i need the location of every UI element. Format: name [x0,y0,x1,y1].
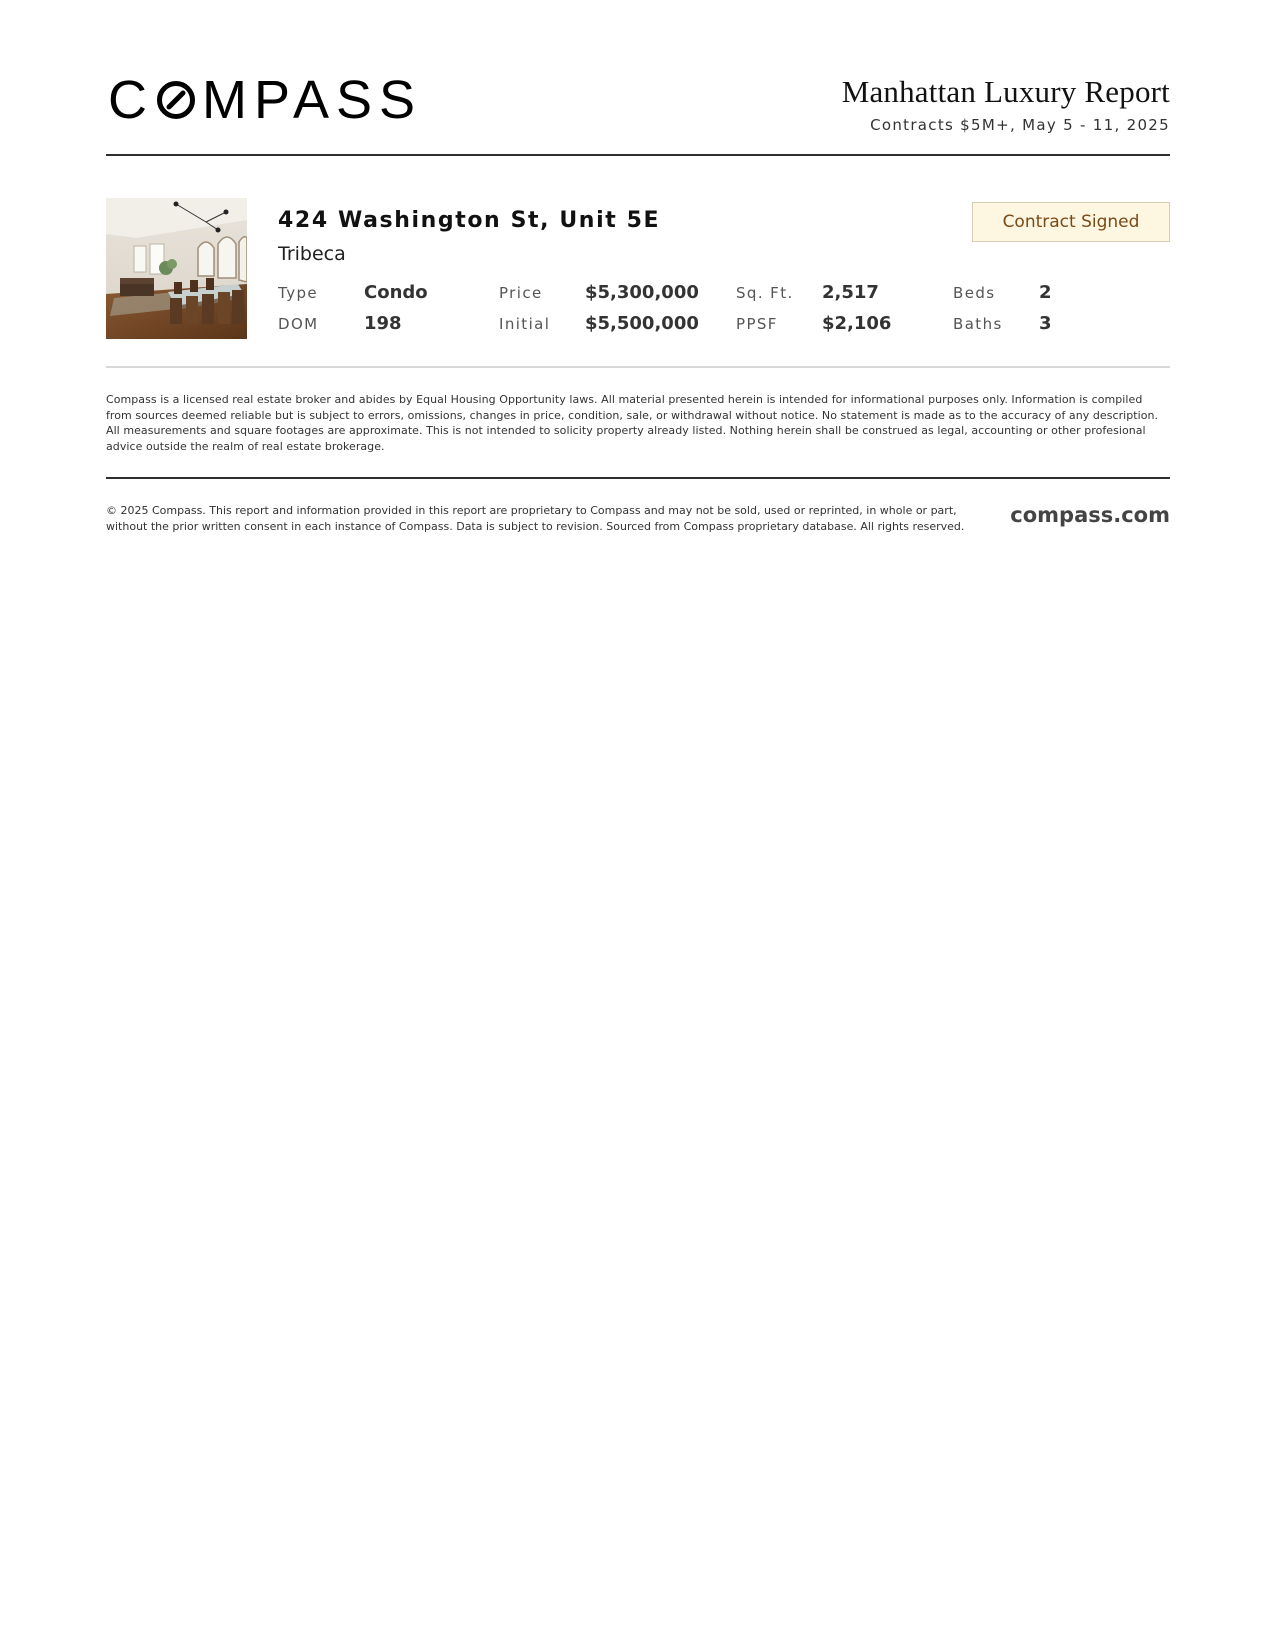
logo-letters-mpass: MPASS [202,70,423,130]
listing-divider [106,366,1170,368]
compass-logo [108,70,423,130]
initial-label: Initial [499,315,551,333]
listing-address: 424 Washington St, Unit 5E [278,208,661,233]
legal-disclaimer: Compass is a licensed real estate broker and abides by Equal Housing Opportunity laws. All material presented herein is intended for informational purposes only. Information is compiled from sources deemed reliable but is subject to errors, omissions, changes in price, condition, sale, or withdrawal without notice. No statement is made as to the accuracy of any description. All measurements and square footages are approximate. This is not intended to solicity property already listed. Nothing herein shall be construed as legal, accounting or other profesional advice outside the realm of real estate brokerage. [106,393,1159,453]
dom-value: 198 [364,313,402,334]
report-header [106,70,1170,156]
listing-card [106,198,1170,340]
baths-label: Baths [953,315,1003,333]
price-label: Price [499,284,543,302]
initial-value: $5,500,000 [585,313,699,334]
apartment-interior-photo-icon [106,198,247,339]
beds-label: Beds [953,284,996,302]
type-label: Type [278,284,319,302]
listing-photo [106,198,247,339]
copyright-notice: © 2025 Compass. This report and information provided in this report are proprietary to Compass and may not be sold, used or reprinted, in whole or part, without the prior written consent in each instance of Compass. Data is subject to revision. Sourced from Compass proprietary database. All rights reserved. [106,504,965,533]
footer-divider [106,477,1170,479]
price-value: $5,300,000 [585,282,699,303]
dom-label: DOM [278,315,319,333]
listing-neighborhood: Tribeca [278,243,346,265]
beds-value: 2 [1039,282,1052,303]
compass-needle-icon [156,80,196,120]
ppsf-value: $2,106 [822,313,892,334]
ppsf-label: PPSF [736,315,778,333]
baths-value: 3 [1039,313,1052,334]
report-page [106,0,1170,1650]
type-value: Condo [364,282,428,303]
sqft-value: 2,517 [822,282,879,303]
report-title: Manhattan Luxury Report [841,74,1170,109]
sqft-label: Sq. Ft. [736,284,794,302]
logo-letter-c: C [108,70,154,130]
report-subtitle: Contracts $5M+, May 5 - 11, 2025 [870,116,1170,134]
header-divider [106,154,1170,156]
website-link[interactable]: compass.com [1010,503,1170,527]
status-badge: Contract Signed [972,202,1170,242]
